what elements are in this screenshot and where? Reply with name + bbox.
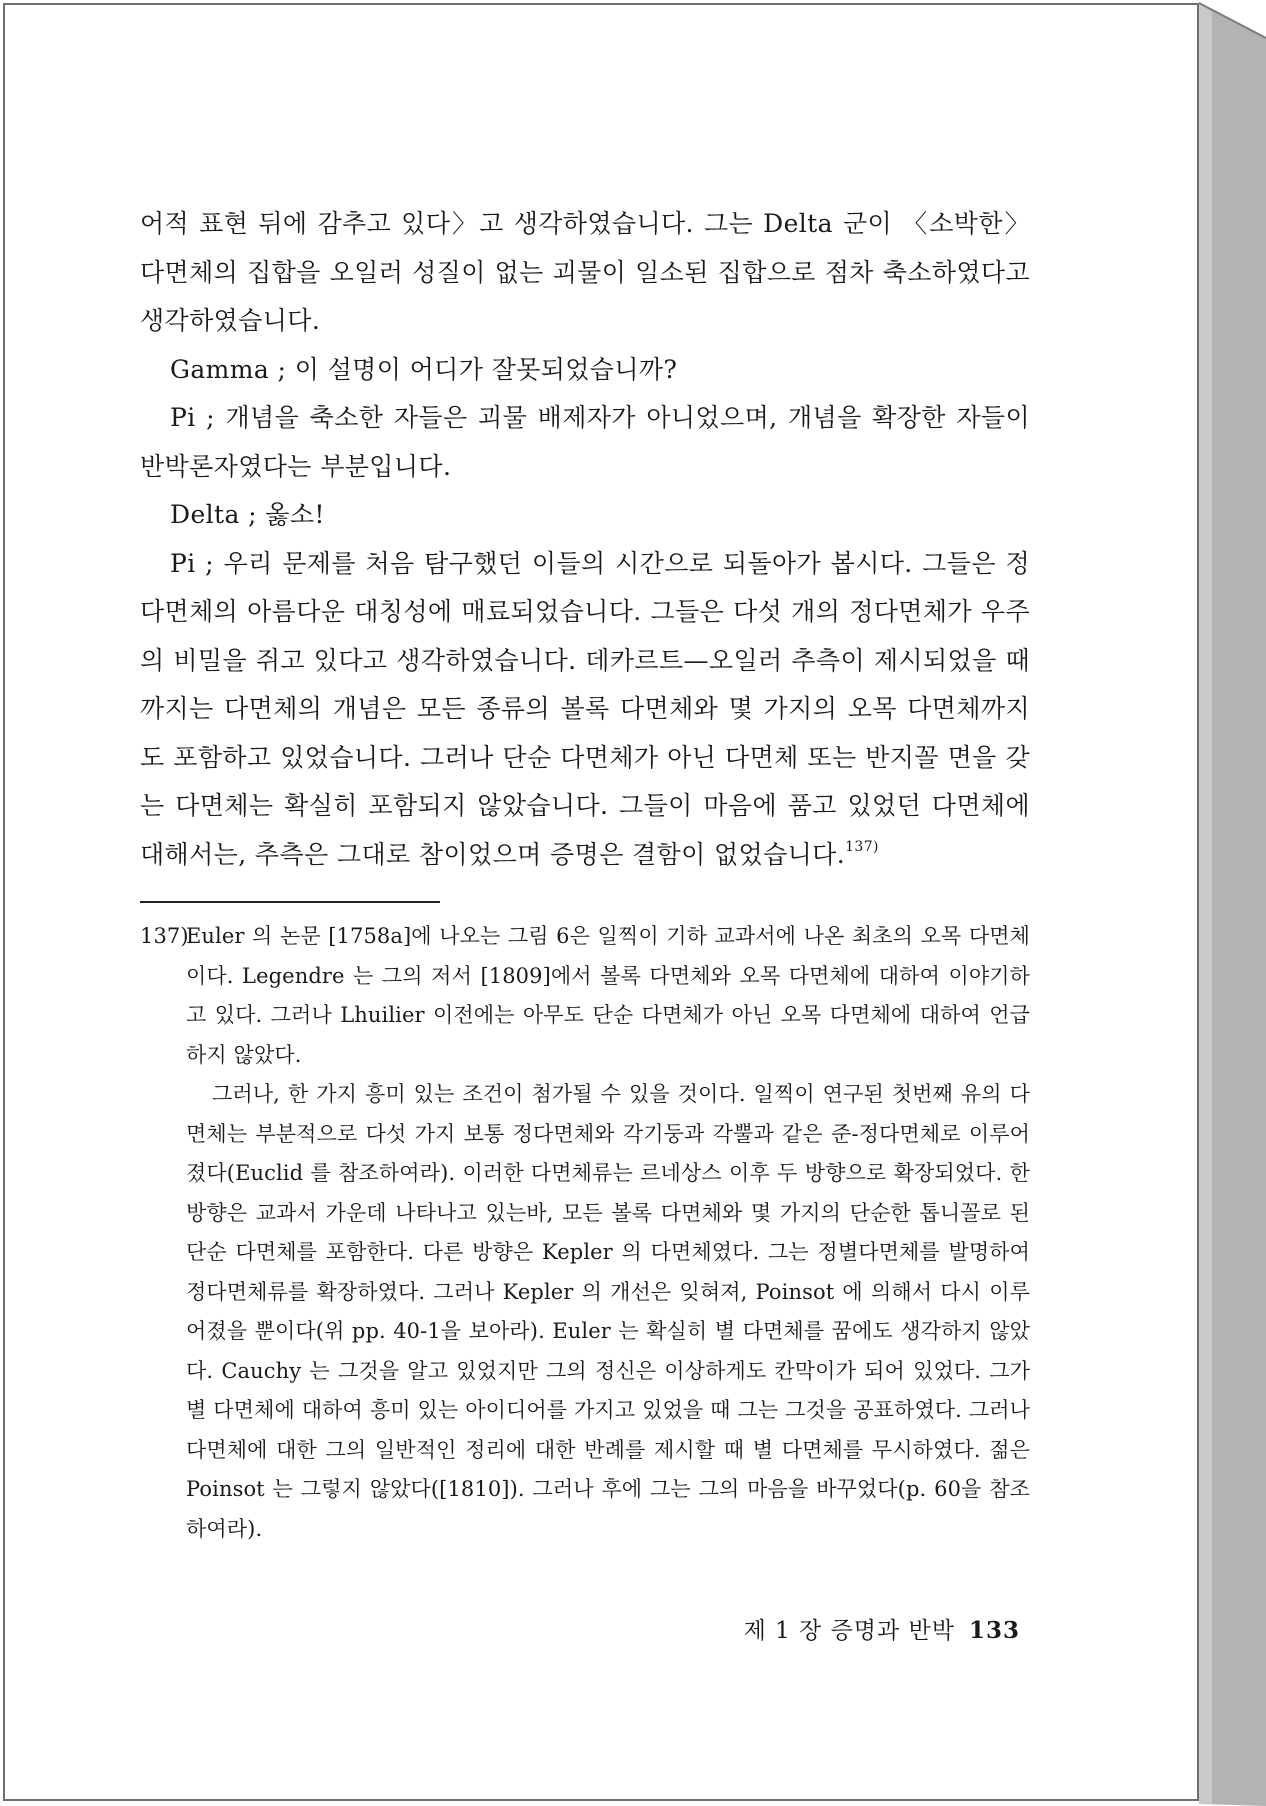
page-number: 133 bbox=[968, 1617, 1020, 1644]
paragraph-5 bbox=[140, 540, 1030, 880]
footnote-divider bbox=[140, 901, 440, 903]
page-footer bbox=[710, 1612, 1020, 1645]
chapter-title: 제 1 장 증명과 반박 bbox=[743, 1618, 955, 1644]
footnote-137 bbox=[140, 917, 1030, 1075]
page-content bbox=[140, 200, 1030, 1549]
footnotes bbox=[140, 917, 1030, 1549]
paragraph-3: Pi ; 개념을 축소한 자들은 괴물 배제자가 아니었으며, 개념을 확장한 자들이 반박론자였다는 부분입니다. bbox=[140, 403, 1030, 481]
footnote-number: 137) bbox=[140, 924, 189, 948]
footnote-paragraph-1: Euler 의 논문 [1758a]에 나오는 그림 6은 일찍이 기하 교과서에 나온 최초의 오목 다면체이다. Legendre 는 그의 저서 [1809]에서 볼록 다면체와 오목 다면체에 대하여 이야기하고 있다. 그러나 Lhuilier 이전에는 아무도 단순 다면체가 아닌 오목 다면체에 대하여 언급하지 않았다. bbox=[186, 924, 1030, 1067]
paragraph-5-text: Pi ; 우리 문제를 처음 탐구했던 이들의 시간으로 되돌아가 봅시다. 그들은 정다면체의 아름다운 대칭성에 매료되었습니다. 그들은 다섯 개의 정다면체가 우주의 비밀을 쥐고 있다고 생각하였습니다. 데카르트—오일러 추측이 제시되었을 때까지는 다면체의 개념은 모든 종류의 볼록 다면체와 몇 가지의 오목 다면체까지도 포함하고 있었습니다. 그러나 단순 다면체가 아닌 다면체 또는 반지꼴 면을 갖는 다면체는 확실히 포함되지 않았습니다. 그들이 마음에 품고 있었던 다면체에 대해서는, 추측은 그대로 참이었으며 증명은 결함이 없었습니다. bbox=[140, 548, 1030, 869]
main-text bbox=[140, 200, 1030, 879]
paragraph-2: Gamma ; 이 설명이 어디가 잘못되었습니까? bbox=[170, 354, 678, 384]
paragraph-1: 어적 표현 뒤에 감추고 있다〉고 생각하였습니다. 그는 Delta 군이 〈소박한〉 다면체의 집합을 오일러 성질이 없는 괴물이 일소된 집합으로 점차 축소하였다고 생각하였습니다. bbox=[140, 209, 1030, 335]
footnote-reference[interactable]: 137) bbox=[845, 838, 879, 855]
paragraph-4: Delta ; 옳소! bbox=[170, 500, 325, 529]
footnote-paragraph-2: 그러나, 한 가지 흥미 있는 조건이 첨가될 수 있을 것이다. 일찍이 연구된 첫번째 유의 다면체는 부분적으로 다섯 가지 보통 정다면체와 각기둥과 각뿔과 같은 준-정다면체로 이루어졌다(Euclid 를 참조하여라). 이러한 다면체류는 르네상스 이후 두 방향으로 확장되었다. 한 방향은 교과서 가운데 나타나고 있는바, 모든 볼록 다면체와 몇 가지의 단순한 톱니꼴로 된 단순 다면체를 포함한다. 다른 방향은 Kepler 의 다면체였다. 그는 정별다면체를 발명하여 정다면체류를 확장하였다. 그러나 Kepler 의 개선은 잊혀져, Poinsot 에 의해서 다시 이루어졌을 뿐이다(위 pp. 40-1을 보아라). Euler 는 확실히 별 다면체를 꿈에도 생각하지 않았다. Cauchy 는 그것을 알고 있었지만 그의 정신은 이상하게도 칸막이가 되어 있었다. 그가 별 다면체에 대하여 흥미 있는 아이디어를 가지고 있었을 때 그는 그것을 공표하였다. 그러나 다면체에 대한 그의 일반적인 정리에 대한 반례를 제시할 때 별 다면체를 무시하였다. 젊은 Poinsot 는 그렇지 않았다([1810]). 그러나 후에 그는 그의 마음을 바꾸었다(p. 60을 참조하여라). bbox=[186, 1082, 1030, 1541]
